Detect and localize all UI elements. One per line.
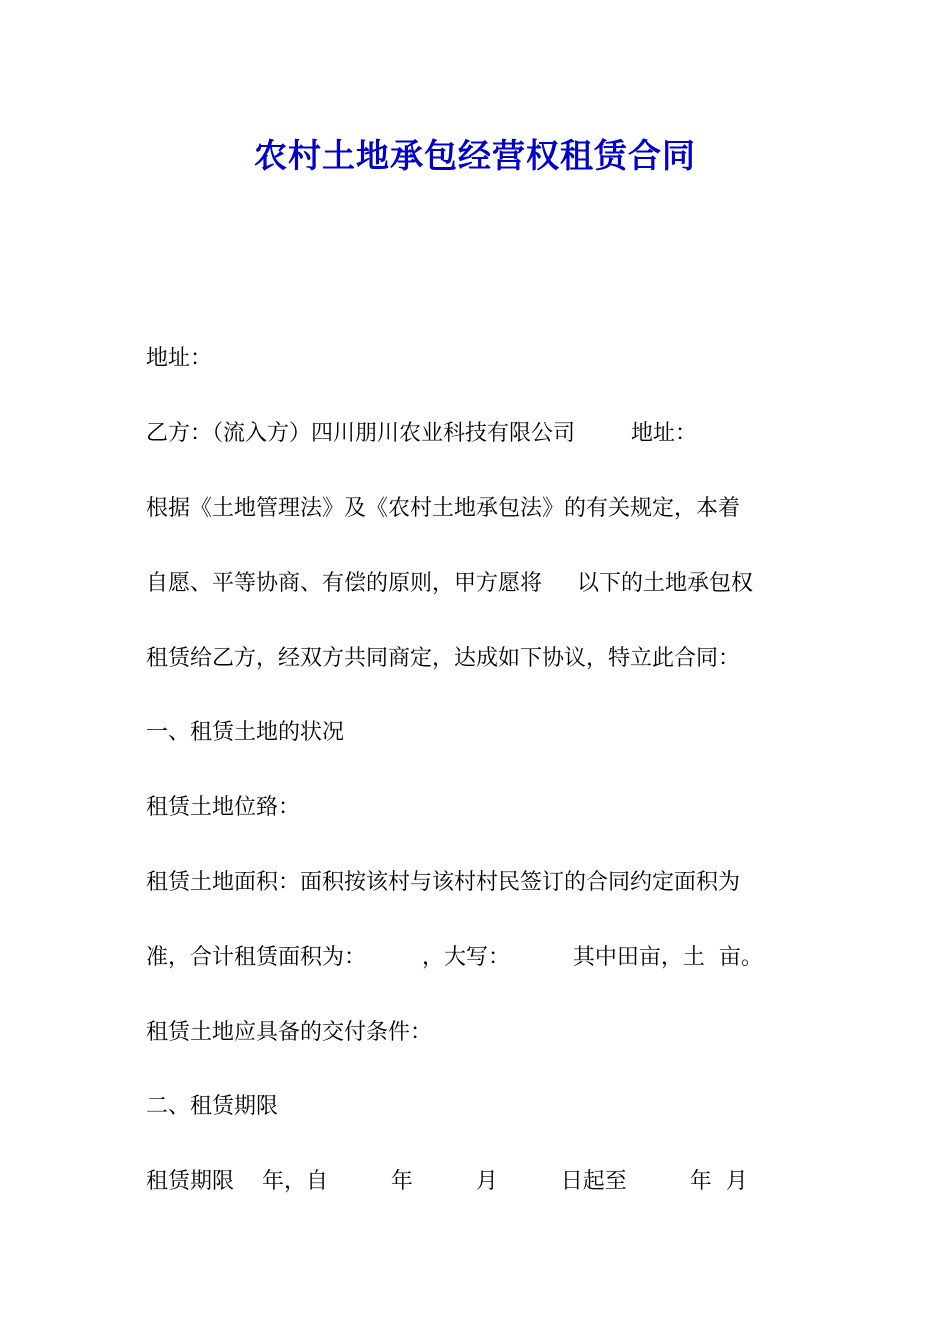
paragraph-line: 根据《土地管理法》及《农村土地承包法》的有关规定，本着: [146, 496, 741, 521]
paragraph-line: 租赁期限 年，自 年 月 日起至 年 月: [146, 1169, 748, 1194]
paragraph-line: 租赁给乙方，经双方共同商定，达成如下协议，特立此合同：: [146, 646, 741, 671]
party-b-line: 乙方：（流入方）四川朋川农业科技有限公司 地址：: [146, 421, 697, 446]
paragraph-line: 租赁土地应具备的交付条件：: [146, 1020, 433, 1045]
paragraph-line: 自愿、平等协商、有偿的原则，甲方愿将 以下的土地承包权: [146, 571, 753, 596]
paragraph-line: 准，合计租赁面积为： ，大写： 其中田亩，土 亩。: [146, 945, 763, 970]
party-a-address-line: 地址：: [146, 346, 213, 371]
paragraph-line: 租赁土地面积：面积按该村与该村村民签订的合同约定面积为: [146, 870, 741, 895]
paragraph-line: 租赁土地位臵：: [146, 795, 301, 820]
document-title: 农村土地承包经营权租赁合同: [254, 136, 696, 175]
section-heading: 二、租赁期限: [146, 1094, 279, 1119]
section-heading: 一、租赁土地的状况: [146, 720, 345, 745]
